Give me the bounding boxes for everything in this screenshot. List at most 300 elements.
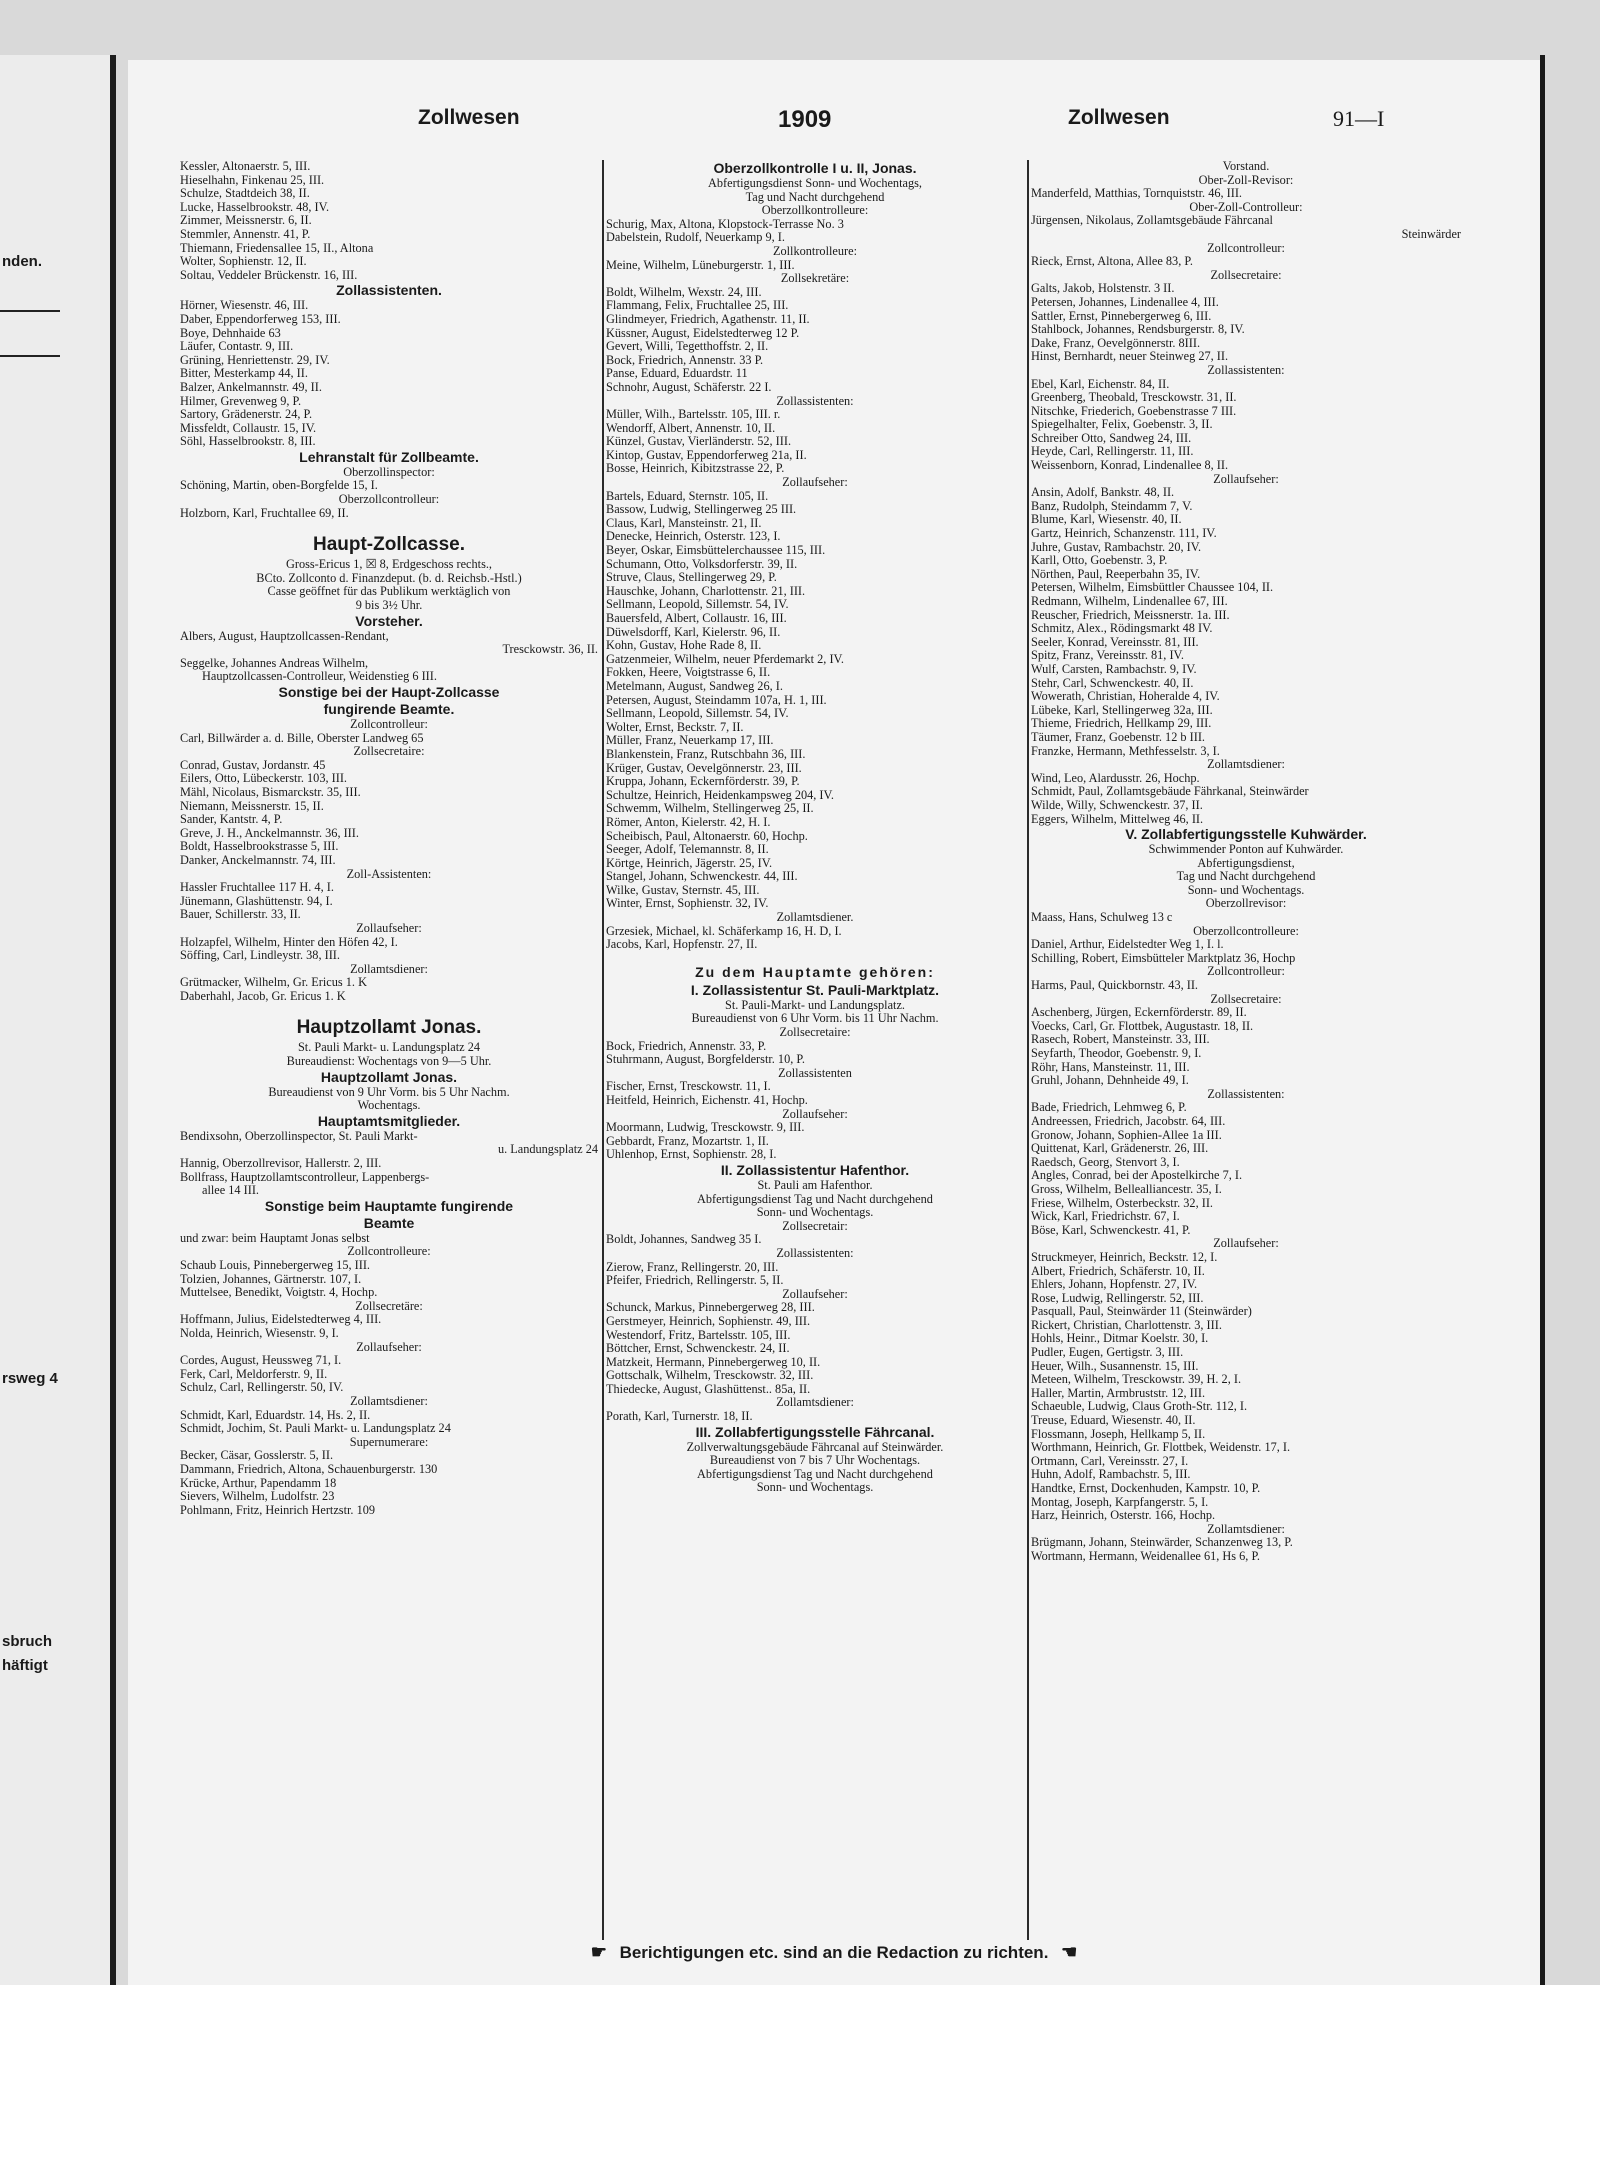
subheading: Abfertigungsdienst Tag und Nacht durchgehend bbox=[697, 1192, 933, 1206]
entry-line: Bassow, Ludwig, Stellingerweg 25 III. bbox=[606, 503, 797, 517]
entry-line: Gatzenmeier, Wilhelm, neuer Pferdemarkt 2, IV. bbox=[606, 652, 844, 666]
subheading: Zollaufseher: bbox=[782, 476, 848, 490]
entry-line: Wolter, Sophienstr. 12, II. bbox=[180, 255, 307, 269]
entry-line: Daber, Eppendorferweg 153, III. bbox=[180, 312, 341, 326]
subheading: Oberzollcontrolleure: bbox=[1193, 924, 1299, 938]
entry-line: Matzkeit, Hermann, Pinnebergerweg 10, II. bbox=[606, 1355, 821, 1369]
subheading: Abfertigungsdienst, bbox=[1197, 856, 1295, 870]
strip-fragment: sbruch bbox=[2, 1633, 53, 1650]
subheading: Zollsekretäre: bbox=[780, 272, 850, 286]
entry-line: Tolzien, Johannes, Gärtnerstr. 107, I. bbox=[180, 1272, 362, 1286]
entry-line: Wowerath, Christian, Hoheralde 4, IV. bbox=[1031, 690, 1220, 704]
continuation-line: Steinwärder bbox=[1401, 227, 1461, 241]
column-2 bbox=[606, 160, 1024, 1950]
column-3 bbox=[1031, 160, 1461, 1950]
entry-line: Daberhahl, Jacob, Gr. Ericus 1. K bbox=[180, 989, 346, 1003]
entry-line: Thieme, Friedrich, Hellkamp 29, III. bbox=[1031, 717, 1212, 731]
entry-line: Schmidt, Paul, Zollamtsgebäude Fährkanal, Steinwärder bbox=[1031, 785, 1309, 799]
entry-line: Raedsch, Georg, Stenvort 3, I. bbox=[1031, 1155, 1180, 1169]
entry-line: Bade, Friedrich, Lehmweg 6, P. bbox=[1031, 1101, 1187, 1115]
entry-line: Sartory, Grädenerstr. 24, P. bbox=[180, 408, 313, 422]
entry-line: Söffing, Carl, Lindleystr. 38, III. bbox=[180, 949, 340, 963]
section-heading: V. Zollabfertigungsstelle Kuhwärder. bbox=[1125, 826, 1367, 843]
subheading: Bureaudienst: Wochentags von 9—5 Uhr. bbox=[286, 1055, 492, 1069]
entry-line: Maass, Hans, Schulweg 13 c bbox=[1031, 911, 1173, 925]
entry-line: Schulze, Stadtdeich 38, II. bbox=[180, 187, 310, 201]
entry-line: Spiegelhalter, Felix, Goebenstr. 3, II. bbox=[1031, 418, 1213, 432]
entry-line: Haller, Martin, Armbruststr. 12, III. bbox=[1031, 1386, 1206, 1400]
entry-line: Friese, Wilhelm, Osterbeckstr. 32, II. bbox=[1031, 1196, 1213, 1210]
strip-fragment: häftigt bbox=[2, 1657, 48, 1674]
entry-line: Worthmann, Heinrich, Gr. Flottbek, Weidenstr. 17, I. bbox=[1031, 1441, 1291, 1455]
subheading: Ober-Zoll-Revisor: bbox=[1198, 173, 1294, 187]
subheading: Zollaufseher: bbox=[782, 1287, 848, 1301]
entry-line: Stehr, Carl, Schwenckestr. 40, II. bbox=[1031, 676, 1194, 690]
subheading: Zollassistenten: bbox=[776, 1246, 854, 1260]
strip-fragment: nden. bbox=[2, 253, 42, 270]
entry-line: Zierow, Franz, Rellingerstr. 20, III. bbox=[606, 1260, 779, 1274]
entry-line: Wick, Karl, Friedrichstr. 67, I. bbox=[1031, 1210, 1180, 1224]
entry-line: Müller, Wilh., Bartelsstr. 105, III. r. bbox=[606, 408, 781, 422]
entry-line: Krüger, Gustav, Oevelgönnerstr. 23, III. bbox=[606, 761, 802, 775]
section-heading: II. Zollassistentur Hafenthor. bbox=[720, 1161, 910, 1178]
subheading: Zollsecretaire: bbox=[1210, 268, 1282, 282]
entry-line: Blume, Karl, Wiesenstr. 40, II. bbox=[1031, 513, 1182, 527]
entry-line: Missfeldt, Collaustr. 15, IV. bbox=[180, 421, 317, 435]
entry-line: Weissenborn, Konrad, Lindenallee 8, II. bbox=[1031, 459, 1229, 473]
entry-line: Schurig, Max, Altona, Klopstock-Terrasse No. 3 bbox=[606, 217, 844, 231]
subheading: Zollkontrolleure: bbox=[772, 244, 857, 258]
entry-line: Mähl, Nicolaus, Bismarckstr. 35, III. bbox=[180, 785, 361, 799]
entry-line: Beyer, Oskar, Eimsbüttelerchaussee 115, III. bbox=[606, 544, 826, 558]
entry-line: Täumer, Franz, Goebenstr. 12 b III. bbox=[1031, 730, 1205, 744]
subheading: Zollamtsdiener: bbox=[350, 1394, 428, 1408]
entry-line: Schmitz, Alex., Rödingsmarkt 48 IV. bbox=[1031, 622, 1213, 636]
continuation-line: allee 14 III. bbox=[202, 1184, 260, 1198]
header-year: 1909 bbox=[778, 106, 832, 133]
column-rule bbox=[1027, 160, 1029, 1940]
section-heading: Vorsteher. bbox=[355, 612, 423, 629]
entry-line: Gottschalk, Wilhelm, Tresckowstr. 32, III. bbox=[606, 1369, 814, 1383]
entry-line: Nitschke, Friederich, Goebenstrasse 7 III. bbox=[1031, 404, 1237, 418]
entry-line: Uhlenhop, Ernst, Sophienstr. 28, I. bbox=[606, 1148, 777, 1162]
section-heading: Oberzollkontrolle I u. II, Jonas. bbox=[713, 160, 917, 176]
entry-line: Dabelstein, Rudolf, Neuerkamp 9, I. bbox=[606, 231, 785, 245]
entry-line: Bartels, Eduard, Sternstr. 105, II. bbox=[606, 489, 769, 503]
entry-line: Wolter, Ernst, Beckstr. 7, II. bbox=[606, 720, 744, 734]
section-heading: fungirende Beamte. bbox=[323, 701, 455, 717]
subheading: Gross-Ericus 1, ☒ 8, Erdgeschoss rechts., bbox=[285, 558, 493, 572]
entry-line: Montag, Joseph, Karpfangerstr. 5, I. bbox=[1031, 1495, 1209, 1509]
entry-line: Hörner, Wiesenstr. 46, III. bbox=[180, 299, 309, 313]
entry-line: Hinst, Bernhardt, neuer Steinweg 27, II. bbox=[1031, 350, 1229, 364]
subheading: Zollcontrolleur: bbox=[1207, 241, 1285, 255]
entry-line: Düwelsdorff, Karl, Kielerstr. 96, II. bbox=[606, 625, 781, 639]
subheading: Abfertigungsdienst Sonn- und Wochentags, bbox=[708, 177, 922, 190]
entry-line: Balzer, Ankelmannstr. 49, II. bbox=[180, 380, 322, 394]
entry-line: Petersen, Johannes, Lindenallee 4, III. bbox=[1031, 295, 1219, 309]
subheading: Tag und Nacht durchgehend bbox=[1176, 870, 1316, 884]
entry-line: Reuscher, Friedrich, Meissnerstr. 1a. III. bbox=[1031, 608, 1230, 622]
entry-line: Wendorff, Albert, Annenstr. 10, II. bbox=[606, 421, 776, 435]
office-title: Haupt-Zollcasse. bbox=[312, 534, 466, 556]
subheading: Supernumerare: bbox=[349, 1435, 429, 1449]
entry-line: Voecks, Carl, Gr. Flottbek, Augustastr. 18, II. bbox=[1031, 1019, 1254, 1033]
entry-line: Heitfeld, Heinrich, Eichenstr. 41, Hochp. bbox=[606, 1094, 808, 1107]
section-heading: Hauptzollamt Jonas. bbox=[320, 1068, 458, 1085]
entry-line: Carl, Billwärder a. d. Bille, Oberster Landweg 65 bbox=[180, 731, 424, 745]
continuation-line: u. Landungsplatz 24 bbox=[497, 1143, 598, 1157]
entry-line: Rieck, Ernst, Altona, Allee 83, P. bbox=[1031, 255, 1193, 269]
entry-line: Ansin, Adolf, Bankstr. 48, II. bbox=[1031, 486, 1175, 500]
entry-line: Wilke, Gustav, Sternstr. 45, III. bbox=[606, 883, 760, 897]
subheading: Zollamtsdiener: bbox=[1207, 1522, 1285, 1536]
entry-line: Schöning, Martin, oben-Borgfelde 15, I. bbox=[180, 479, 378, 493]
subheading: BCto. Zollconto d. Finanzdeput. (b. d. Reichsb.-Hstl.) bbox=[256, 571, 522, 585]
entry-line: Bollfrass, Hauptzollamtscontrolleur, Lappenbergs- bbox=[180, 1170, 430, 1184]
entry-line: Schmidt, Karl, Eduardstr. 14, Hs. 2, II. bbox=[180, 1408, 371, 1422]
entry-line: Petersen, Wilhelm, Eimsbüttler Chaussee 104, II. bbox=[1031, 581, 1274, 595]
column-1 bbox=[180, 160, 598, 1950]
entry-line: Brügmann, Johann, Steinwärder, Schanzenweg 13, P. bbox=[1031, 1536, 1293, 1550]
entry-line: Gebbardt, Franz, Mozartstr. 1, II. bbox=[606, 1134, 769, 1148]
entry-line: Franzke, Hermann, Methfesselstr. 3, I. bbox=[1031, 744, 1220, 758]
entry-line: Lübeke, Karl, Stellingerweg 32a, III. bbox=[1031, 703, 1213, 717]
subheading: Zollamtsdiener: bbox=[1207, 758, 1285, 772]
entry-line: Kohn, Gustav, Hohe Rade 8, II. bbox=[606, 639, 762, 653]
entry-line: Schnohr, August, Schäferstr. 22 I. bbox=[606, 380, 772, 394]
subheading: Zollamtsdiener: bbox=[350, 962, 428, 976]
subheading: Zollsecretaire: bbox=[779, 1026, 851, 1040]
entry-line: Röhr, Hans, Mansteinstr. 11, III. bbox=[1031, 1060, 1190, 1074]
subheading: Zollverwaltungsgebäude Fährcanal auf Steinwärder. bbox=[686, 1440, 944, 1454]
entry-line: Becker, Cäsar, Gosslerstr. 5, II. bbox=[180, 1449, 334, 1463]
entry-line: Claus, Karl, Mansteinstr. 21, II. bbox=[606, 516, 762, 530]
entry-line: Söhl, Hasselbrookstr. 8, III. bbox=[180, 435, 316, 449]
entry-line: Hauschke, Johann, Charlottenstr. 21, III. bbox=[606, 584, 806, 598]
subheading: Zollcontrolleur: bbox=[1207, 965, 1285, 979]
subheading: Zoll-Assistenten: bbox=[346, 867, 432, 881]
subheading: Casse geöffnet für das Publikum werktäglich von bbox=[267, 585, 511, 599]
entry-line: Karll, Otto, Goebenstr. 3, P. bbox=[1031, 554, 1168, 568]
page-edge bbox=[1540, 55, 1545, 1985]
subheading: Zollaufseher: bbox=[1213, 472, 1279, 486]
entry-line: Pohlmann, Fritz, Heinrich Hertzstr. 109 bbox=[180, 1503, 376, 1517]
subheading: Bureaudienst von 7 bis 7 Uhr Wochentags. bbox=[709, 1454, 921, 1468]
subheading: Bureaudienst von 9 Uhr Vorm. bis 5 Uhr Nachm. bbox=[268, 1085, 510, 1099]
entry-line: Bauersfeld, Albert, Collaustr. 16, III. bbox=[606, 612, 787, 625]
entry-line: Gevert, Willi, Tegetthoffstr. 2, II. bbox=[606, 340, 769, 354]
entry-line: Porath, Karl, Turnerstr. 18, II. bbox=[606, 1410, 753, 1424]
subheading: Sonn- und Wochentags. bbox=[756, 1206, 874, 1220]
entry-line: Hoffmann, Julius, Eidelstedterweg 4, III. bbox=[180, 1313, 382, 1327]
section-heading: I. Zollassistentur St. Pauli-Marktplatz. bbox=[690, 981, 940, 998]
entry-line: Pasquall, Paul, Steinwärder 11 (Steinwärder) bbox=[1031, 1305, 1252, 1319]
entry-line: Wind, Leo, Alardusstr. 26, Hochp. bbox=[1031, 771, 1200, 785]
entry-line: Denecke, Heinrich, Osterstr. 123, I. bbox=[606, 530, 781, 544]
subheading: Zollaufseher: bbox=[782, 1107, 848, 1121]
entry-line: Meteen, Wilhelm, Tresckowstr. 39, H. 2, I. bbox=[1031, 1373, 1242, 1387]
entry-line: Grüning, Henriettenstr. 29, IV. bbox=[180, 353, 330, 367]
subheading: St. Pauli Markt- u. Landungsplatz 24 bbox=[297, 1041, 481, 1055]
entry-line: Moormann, Ludwig, Tresckowstr. 9, III. bbox=[606, 1121, 805, 1135]
subheading: Zollassistenten bbox=[778, 1066, 852, 1080]
entry-line: Bauer, Schillerstr. 33, II. bbox=[180, 908, 301, 922]
entry-line: Holzborn, Karl, Fruchtallee 69, II. bbox=[180, 506, 349, 520]
entry-line: Stahlbock, Johannes, Rendsburgerstr. 8, IV. bbox=[1031, 323, 1245, 337]
entry-line: Conrad, Gustav, Jordanstr. 45 bbox=[180, 758, 326, 772]
entry-line: Seeger, Adolf, Telemannstr. 8, II. bbox=[606, 843, 769, 857]
entry-line: Gartz, Heinrich, Schanzenstr. 111, IV. bbox=[1031, 527, 1217, 541]
entry-line: Holzapfel, Wilhelm, Hinter den Höfen 42, I. bbox=[180, 935, 398, 949]
entry-line: Metelmann, August, Sandweg 26, I. bbox=[606, 679, 783, 693]
entry-line: Galts, Jakob, Holstenstr. 3 II. bbox=[1031, 282, 1175, 296]
entry-line: Bock, Friedrich, Annenstr. 33 P. bbox=[606, 353, 764, 367]
entry-line: Läufer, Contastr. 9, III. bbox=[180, 340, 294, 354]
subheading: Sonn- und Wochentags. bbox=[1187, 883, 1305, 897]
entry-line: Thiemann, Friedensallee 15, II., Altona bbox=[180, 241, 374, 255]
entry-line: Greenberg, Theobald, Tresckowstr. 31, II. bbox=[1031, 391, 1237, 405]
entry-line: Cordes, August, Heussweg 71, I. bbox=[180, 1354, 342, 1368]
entry-line: Quittenat, Karl, Grädenerstr. 26, III. bbox=[1031, 1142, 1209, 1156]
subheading: Zollaufseher: bbox=[356, 921, 422, 935]
entry-line: Wulf, Carsten, Rambachstr. 9, IV. bbox=[1031, 662, 1197, 676]
entry-line: Sievers, Wilhelm, Ludolfstr. 23 bbox=[180, 1490, 335, 1504]
subheading: Zollsecretair: bbox=[782, 1219, 848, 1233]
entry-line: Müller, Franz, Neuerkamp 17, III. bbox=[606, 734, 774, 748]
entry-line: Böse, Karl, Schwenckestr. 41, P. bbox=[1031, 1223, 1191, 1237]
entry-line: Stangel, Johann, Schwenckestr. 44, III. bbox=[606, 870, 798, 884]
entry-line: Spitz, Franz, Vereinsstr. 81, IV. bbox=[1031, 649, 1184, 663]
entry-line: Körtge, Heinrich, Jägerstr. 25, IV. bbox=[606, 856, 773, 870]
entry-line: Nörthen, Paul, Reeperbahn 35, IV. bbox=[1031, 567, 1201, 581]
entry-line: Andreessen, Friedrich, Jacobstr. 64, III. bbox=[1031, 1114, 1226, 1128]
section-heading: Lehranstalt für Zollbeamte. bbox=[299, 448, 479, 465]
entry-line: Glindmeyer, Friedrich, Agathenstr. 11, II. bbox=[606, 312, 810, 326]
entry-line: Jacobs, Karl, Hopfenstr. 27, II. bbox=[606, 938, 758, 952]
entry-line: Dammann, Friedrich, Altona, Schauenburgerstr. 130 bbox=[180, 1462, 438, 1476]
entry-line: Seyfarth, Theodor, Goebenstr. 9, I. bbox=[1031, 1047, 1202, 1060]
subheading: Bureaudienst von 6 Uhr Vorm. bis 11 Uhr Nachm. bbox=[691, 1012, 939, 1026]
entry-line: Schulz, Carl, Rellingerstr. 50, IV. bbox=[180, 1381, 344, 1395]
pointing-hand-icon: ☚ bbox=[1061, 1942, 1078, 1962]
section-heading: Zollassistenten. bbox=[336, 282, 442, 299]
entry-line: Gronow, Johann, Sophien-Allee 1a III. bbox=[1031, 1128, 1222, 1142]
subheading: Oberzollinspector: bbox=[343, 465, 435, 479]
entry-line: Westendorf, Fritz, Bartelsstr. 105, III. bbox=[606, 1328, 791, 1342]
entry-line: Sellmann, Leopold, Sillemstr. 54, IV. bbox=[606, 707, 789, 721]
entry-line: Hannig, Oberzollrevisor, Hallerstr. 2, III. bbox=[180, 1157, 382, 1171]
entry-line: Bitter, Mesterkamp 44, II. bbox=[180, 367, 308, 381]
entry-line: Flammang, Felix, Fruchtallee 25, III. bbox=[606, 299, 789, 313]
entry-line: Grzesiek, Michael, kl. Schäferkamp 16, H. D, I. bbox=[606, 924, 842, 938]
entry-line: Sander, Kantstr. 4, P. bbox=[180, 813, 283, 827]
entry-line: Seeler, Konrad, Vereinsstr. 81, III. bbox=[1031, 635, 1199, 649]
entry-line: Schwemm, Wilhelm, Stellingerweg 25, II. bbox=[606, 802, 814, 816]
entry-line: Redmann, Wilhelm, Lindenallee 67, III. bbox=[1031, 595, 1228, 608]
subheading: St. Pauli am Hafenthor. bbox=[757, 1178, 873, 1192]
entry-line: Heyde, Carl, Rellingerstr. 11, III. bbox=[1031, 445, 1194, 459]
entry-line: Panse, Eduard, Eduardstr. 11 bbox=[606, 367, 748, 381]
section-heading: Hauptamtsmitglieder. bbox=[317, 1112, 461, 1129]
entry-line: Stemmler, Annenstr. 41, P. bbox=[180, 227, 311, 241]
subheading: Zollassistenten: bbox=[1207, 1087, 1285, 1101]
entry-line: Jünemann, Glashüttenstr. 94, I. bbox=[180, 894, 333, 908]
entry-line: Pfeifer, Friedrich, Rellingerstr. 5, II. bbox=[606, 1274, 784, 1288]
entry-line: Gross, Wilhelm, Bellealliancestr. 35, I. bbox=[1031, 1182, 1222, 1196]
entry-line: Wilde, Willy, Schwenckestr. 37, II. bbox=[1031, 798, 1203, 812]
subheading: Schwimmender Ponton auf Kuhwärder. bbox=[1148, 843, 1344, 857]
entry-line: Boldt, Hasselbrookstrasse 5, III. bbox=[180, 840, 339, 854]
entry-line: Schultze, Heinrich, Heidenkampsweg 204, IV. bbox=[606, 788, 834, 802]
subheading: Zollcontrolleur: bbox=[350, 718, 428, 731]
entry-line: Böttcher, Ernst, Schwenckestr. 24, II. bbox=[606, 1342, 790, 1356]
entry-line: Jürgensen, Nikolaus, Zollamtsgebäude Fährcanal bbox=[1031, 214, 1273, 228]
entry-line: Handtke, Ernst, Dockenhuden, Kampstr. 10, P. bbox=[1031, 1482, 1261, 1495]
document-page bbox=[128, 60, 1540, 1985]
entry-line: Flossmann, Joseph, Hellkamp 5, II. bbox=[1031, 1427, 1206, 1441]
entry-line: Rickert, Christian, Charlottenstr. 3, III. bbox=[1031, 1318, 1222, 1332]
entry-line: Ortmann, Carl, Vereinsstr. 27, I. bbox=[1031, 1454, 1189, 1468]
entry-line: Schunck, Markus, Pinnebergerweg 28, III. bbox=[606, 1301, 815, 1315]
entry-line: Künzel, Gustav, Vierländerstr. 52, III. bbox=[606, 435, 792, 449]
entry-line: Kessler, Altonaerstr. 5, III. bbox=[180, 160, 311, 173]
entry-line: Schilling, Robert, Eimsbütteler Marktplatz 36, Hochp bbox=[1031, 951, 1296, 965]
entry-line: Muttelsee, Benedikt, Voigtstr. 4, Hochp. bbox=[180, 1286, 378, 1300]
entry-line: Ehlers, Johann, Hopfenstr. 27, IV. bbox=[1031, 1278, 1198, 1292]
subheading: Zollsecretäre: bbox=[355, 1299, 423, 1313]
entry-line: Banz, Rudolph, Steindamm 7, V. bbox=[1031, 499, 1193, 513]
subheading: Zollamtsdiener. bbox=[776, 911, 854, 925]
entry-line: Harms, Paul, Quickbornstr. 43, II. bbox=[1031, 979, 1199, 993]
strip-fragment: rsweg 4 bbox=[2, 1370, 58, 1387]
entry-line: Nolda, Heinrich, Wiesenstr. 9, I. bbox=[180, 1326, 339, 1340]
subheading: Zollaufseher: bbox=[1213, 1237, 1279, 1251]
entry-line: Gerstmeyer, Heinrich, Sophienstr. 49, III. bbox=[606, 1314, 811, 1328]
entry-line: Boldt, Wilhelm, Wexstr. 24, III. bbox=[606, 285, 762, 299]
entry-line: Grütmacker, Wilhelm, Gr. Ericus 1. K bbox=[180, 976, 367, 990]
spaced-heading: Zu dem Hauptamte gehören: bbox=[695, 963, 935, 980]
entry-line: Seggelke, Johannes Andreas Wilhelm, bbox=[180, 656, 369, 670]
subheading: Wochentags. bbox=[357, 1099, 421, 1113]
adjacent-page-strip bbox=[0, 55, 116, 1985]
entry-line: Römer, Anton, Kielerstr. 42, H. I. bbox=[606, 815, 771, 829]
subheading: Oberzollcontrolleur: bbox=[338, 493, 440, 507]
entry-line: Bendixsohn, Oberzollinspector, St. Pauli Markt- bbox=[180, 1129, 418, 1143]
entry-line: Kruppa, Johann, Eckernförderstr. 39, P. bbox=[606, 775, 800, 789]
entry-line: Aschenberg, Jürgen, Eckernförderstr. 89, II. bbox=[1031, 1006, 1247, 1020]
entry-line: Bock, Friedrich, Annenstr. 33, P. bbox=[606, 1039, 767, 1053]
entry-line: Kintop, Gustav, Eppendorferweg 21a, II. bbox=[606, 448, 807, 462]
entry-line: Petersen, August, Steindamm 107a, H. 1, III. bbox=[606, 693, 827, 707]
entry-line: Soltau, Veddeler Brückenstr. 16, III. bbox=[180, 268, 358, 282]
entry-line: Pudler, Eugen, Gertigstr. 3, III. bbox=[1031, 1346, 1184, 1360]
footer-notice bbox=[128, 1940, 1540, 1965]
entry-line: Niemann, Meissnerstr. 15, II. bbox=[180, 799, 324, 813]
subheading: Sonn- und Wochentags. bbox=[756, 1481, 874, 1495]
entry-line: Boldt, Johannes, Sandweg 35 I. bbox=[606, 1233, 762, 1247]
pointing-hand-icon: ☛ bbox=[590, 1942, 607, 1962]
entry-line: Dake, Franz, Oevelgönnerstr. 8III. bbox=[1031, 336, 1201, 350]
entry-line: Fischer, Ernst, Tresckowstr. 11, I. bbox=[606, 1080, 771, 1094]
entry-line: Manderfeld, Matthias, Tornquiststr. 46, III. bbox=[1031, 187, 1242, 201]
section-heading: Sonstige bei der Haupt-Zollcasse bbox=[278, 684, 500, 700]
section-heading: III. Zollabfertigungsstelle Fährcanal. bbox=[695, 1423, 935, 1440]
entry-line: Schmidt, Jochim, St. Pauli Markt- u. Landungsplatz 24 bbox=[180, 1422, 451, 1436]
entry-line: Ferk, Carl, Meldorferstr. 9, II. bbox=[180, 1367, 328, 1381]
subheading: Zollsecretaire: bbox=[1210, 992, 1282, 1006]
entry-line: und zwar: beim Hauptamt Jonas selbst bbox=[180, 1231, 370, 1245]
subheading: Ober-Zoll-Controlleur: bbox=[1189, 200, 1303, 214]
subheading: Tag und Nacht durchgehend bbox=[745, 190, 885, 204]
entry-line: Scheibisch, Paul, Altonaerstr. 60, Hochp. bbox=[606, 829, 808, 843]
subheading: Oberzollrevisor: bbox=[1205, 897, 1287, 911]
entry-line: Eggers, Wilhelm, Mittelweg 46, II. bbox=[1031, 812, 1204, 826]
entry-line: Struve, Claus, Stellingerweg 29, P. bbox=[606, 571, 777, 585]
subheading: Zollsecretaire: bbox=[353, 745, 425, 759]
entry-line: Hieselhahn, Finkenau 25, III. bbox=[180, 173, 325, 187]
subheading: Zollassistenten: bbox=[1207, 363, 1285, 377]
entry-line: Blankenstein, Franz, Rutschbahn 36, III. bbox=[606, 747, 806, 761]
entry-line: Schumann, Otto, Volksdorferstr. 39, II. bbox=[606, 557, 798, 571]
entry-line: Wortmann, Hermann, Weidenallee 61, Hs 6, P. bbox=[1031, 1549, 1260, 1563]
entry-line: Rose, Ludwig, Rellingerstr. 52, III. bbox=[1031, 1291, 1204, 1305]
entry-line: Küssner, August, Eidelstedterweg 12 P. bbox=[606, 326, 800, 340]
entry-line: Danker, Anckelmannstr. 74, III. bbox=[180, 853, 336, 867]
subheading: St. Pauli-Markt- und Landungsplatz. bbox=[725, 998, 905, 1012]
entry-line: Rasech, Robert, Mansteinstr. 33, III. bbox=[1031, 1033, 1210, 1047]
entry-line: Ebel, Karl, Eichenstr. 84, II. bbox=[1031, 377, 1170, 391]
entry-line: Gruhl, Johann, Dehnheide 49, I. bbox=[1031, 1074, 1189, 1088]
entry-line: Daniel, Arthur, Eidelstedter Weg 1, I. l. bbox=[1031, 938, 1224, 952]
continuation-line: Tresckowstr. 36, II. bbox=[502, 643, 598, 657]
page-number: 91—I bbox=[1333, 106, 1385, 131]
header-right-title: Zollwesen bbox=[1068, 106, 1170, 129]
entry-line: Fokken, Heere, Voigtstrasse 6, II. bbox=[606, 666, 771, 680]
scan-background bbox=[0, 1985, 1600, 2177]
entry-line: Eilers, Otto, Lübeckerstr. 103, III. bbox=[180, 772, 347, 786]
subheading: Vorstand. bbox=[1222, 160, 1270, 173]
entry-line: Stuhrmann, August, Borgfelderstr. 10, P. bbox=[606, 1053, 805, 1067]
entry-line: Zimmer, Meissnerstr. 6, II. bbox=[180, 214, 312, 228]
entry-line: Sellmann, Leopold, Sillemstr. 54, IV. bbox=[606, 598, 789, 612]
continuation-line: Hauptzollcassen-Controlleur, Weidenstieg 6 III. bbox=[202, 670, 437, 684]
entry-line: Harz, Heinrich, Osterstr. 166, Hochp. bbox=[1031, 1509, 1216, 1523]
entry-line: Thiedecke, August, Glashüttenst.. 85a, II. bbox=[606, 1382, 811, 1396]
entry-line: Boye, Dehnhaide 63 bbox=[180, 326, 281, 340]
entry-line: Schaub Louis, Pinnebergerweg 15, III. bbox=[180, 1259, 370, 1272]
entry-line: Treuse, Eduard, Wiesenstr. 40, II. bbox=[1031, 1414, 1196, 1428]
entry-line: Krücke, Arthur, Papendamm 18 bbox=[180, 1476, 337, 1490]
office-title: Hauptzollamt Jonas. bbox=[296, 1017, 482, 1039]
entry-line: Schreiber Otto, Sandweg 24, III. bbox=[1031, 431, 1192, 445]
strip-rule bbox=[0, 355, 60, 357]
subheading: Abfertigungsdienst Tag und Nacht durchgehend bbox=[697, 1467, 933, 1481]
entry-line: Winter, Ernst, Sophienstr. 32, IV. bbox=[606, 897, 769, 911]
entry-line: Hassler Fruchtallee 117 H. 4, I. bbox=[180, 881, 334, 895]
subheading: Zollamtsdiener: bbox=[776, 1396, 854, 1410]
section-heading: Sonstige beim Hauptamte fungirende bbox=[264, 1197, 514, 1214]
entry-line: Heuer, Wilh., Susannenstr. 15, III. bbox=[1031, 1359, 1199, 1373]
entry-line: Juhre, Gustav, Rambachstr. 20, IV. bbox=[1031, 540, 1202, 554]
subheading: Zollcontrolleure: bbox=[347, 1245, 431, 1259]
entry-line: Albers, August, Hauptzollcassen-Rendant, bbox=[180, 629, 389, 643]
header-left-title: Zollwesen bbox=[418, 106, 520, 129]
entry-line: Greve, J. H., Anckelmannstr. 36, III. bbox=[180, 826, 359, 840]
entry-line: Bosse, Heinrich, Kibitzstrasse 22, P. bbox=[606, 462, 785, 476]
section-heading: Beamte bbox=[363, 1214, 415, 1231]
entry-line: Angles, Conrad, bei der Apostelkirche 7, I. bbox=[1031, 1169, 1243, 1183]
